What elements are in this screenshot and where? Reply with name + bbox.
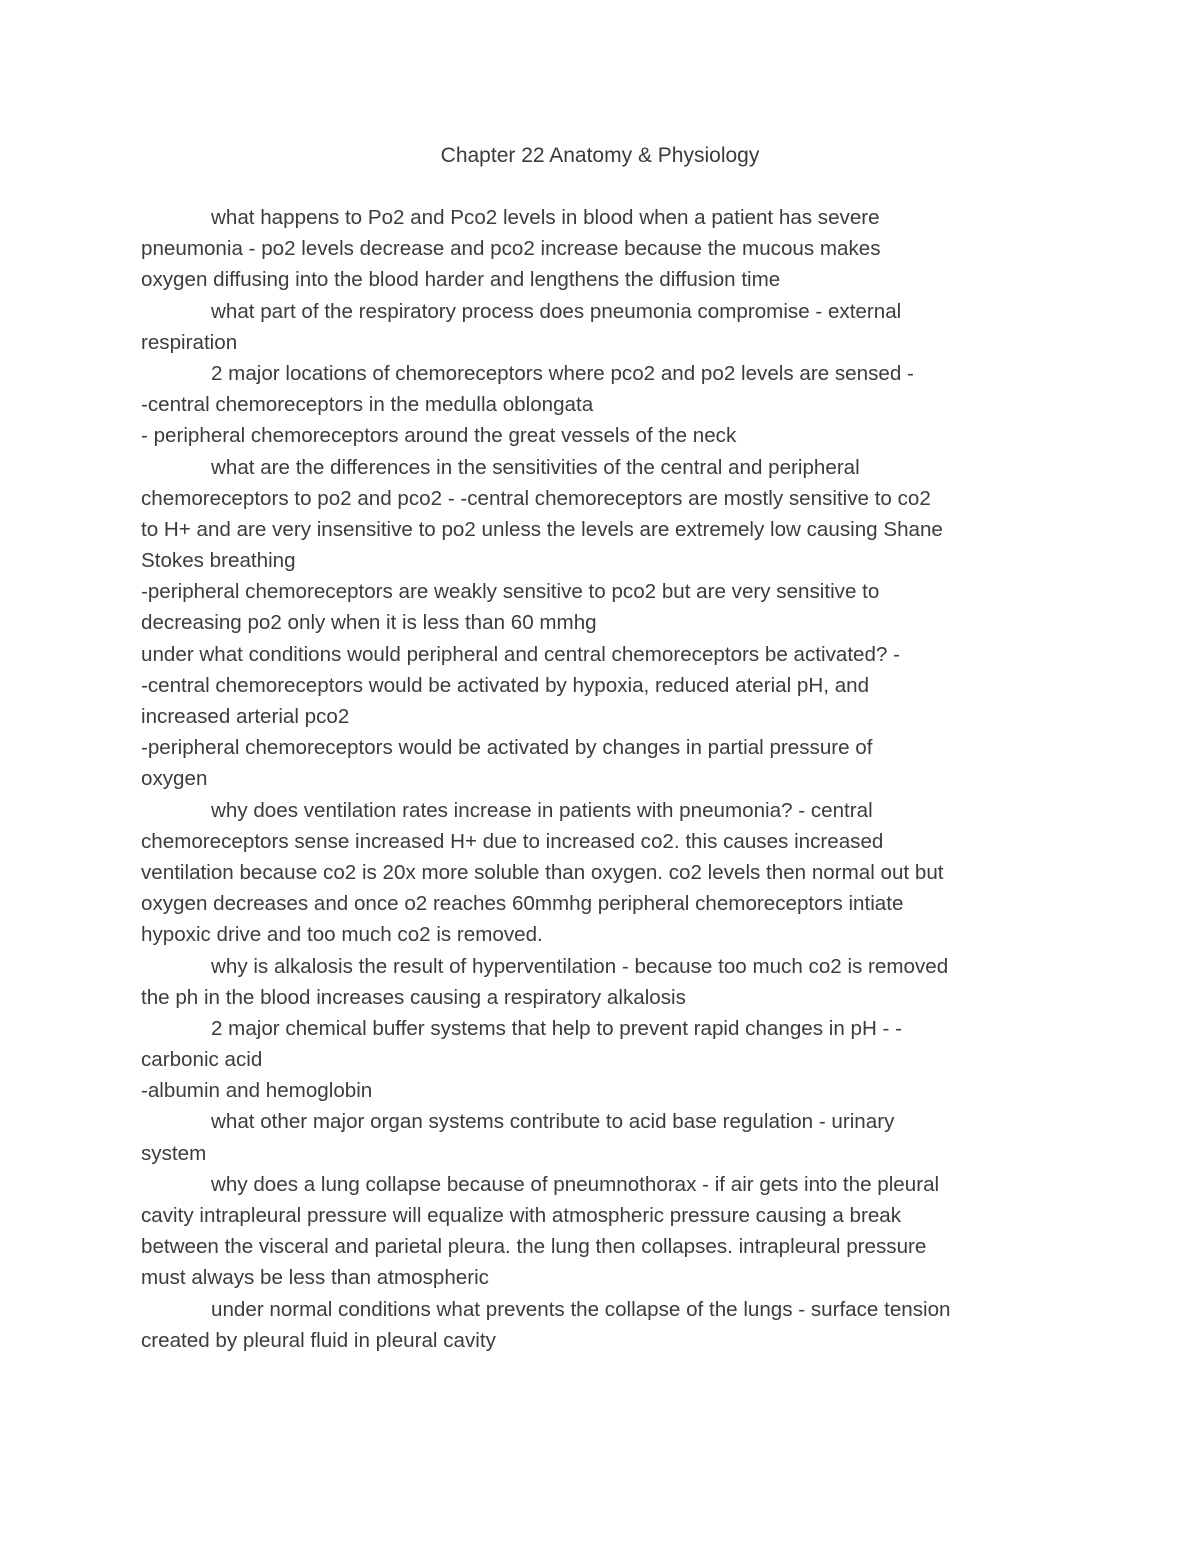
body-line: 2 major locations of chemoreceptors where pco2 and po2 levels are sensed - xyxy=(211,361,914,385)
body-line: created by pleural fluid in pleural cavity xyxy=(141,1328,496,1352)
body-line: Stokes breathing xyxy=(141,549,296,573)
body-line: decreasing po2 only when it is less than 60 mmhg xyxy=(141,611,597,635)
body-line: cavity intrapleural pressure will equalize with atmospheric pressure causing a break xyxy=(141,1204,902,1227)
body-line: -central chemoreceptors would be activated by hypoxia, reduced aterial pH, and xyxy=(141,673,870,697)
body-line: what part of the respiratory process does pneumonia compromise - external xyxy=(211,299,902,323)
body-line: what are the differences in the sensitivities of the central and peripheral xyxy=(211,455,860,479)
body-line: respiration xyxy=(141,330,238,354)
body-line: -central chemoreceptors in the medulla oblongata xyxy=(141,393,594,417)
body-line: why is alkalosis the result of hyperventilation - because too much co2 is removed xyxy=(211,954,949,978)
body-line: 2 major chemical buffer systems that help to prevent rapid changes in pH - - xyxy=(211,1016,902,1040)
body-line: the ph in the blood increases causing a respiratory alkalosis xyxy=(141,985,686,1009)
body-line: what other major organ systems contribute to acid base regulation - urinary xyxy=(211,1110,895,1134)
document-title: Chapter 22 Anatomy & Physiology xyxy=(440,144,760,167)
body-line: increased arterial pco2 xyxy=(141,705,350,728)
body-line: under normal conditions what prevents the collapse of the lungs - surface tension xyxy=(211,1297,951,1321)
body-line: -peripheral chemoreceptors are weakly sensitive to pco2 but are very sensitive to xyxy=(141,580,880,604)
body-line: oxygen decreases and once o2 reaches 60mmhg peripheral chemoreceptors intiate xyxy=(141,892,904,916)
body-line: under what conditions would peripheral and central chemoreceptors be activated? - xyxy=(141,642,900,666)
body-line: chemoreceptors to po2 and pco2 - -central chemoreceptors are mostly sensitive to co2 xyxy=(141,486,931,510)
body-line: why does ventilation rates increase in patients with pneumonia? - central xyxy=(211,798,873,822)
body-line: why does a lung collapse because of pneumnothorax - if air gets into the pleural xyxy=(211,1172,940,1196)
body-line: carbonic acid xyxy=(141,1048,263,1072)
body-line: -albumin and hemoglobin xyxy=(141,1079,373,1103)
body-line: hypoxic drive and too much co2 is removed. xyxy=(141,923,543,947)
body-line: chemoreceptors sense increased H+ due to increased co2. this causes increased xyxy=(141,829,884,853)
body-line: must always be less than atmospheric xyxy=(141,1266,489,1290)
body-line: - peripheral chemoreceptors around the great vessels of the neck xyxy=(141,424,737,448)
body-line: pneumonia - po2 levels decrease and pco2 increase because the mucous makes xyxy=(141,237,881,261)
body-line: ventilation because co2 is 20x more soluble than oxygen. co2 levels then normal out but xyxy=(141,860,944,884)
body-line: oxygen xyxy=(141,767,208,791)
body-line: -peripheral chemoreceptors would be activated by changes in partial pressure of xyxy=(141,736,873,760)
body-line: oxygen diffusing into the blood harder and lengthens the diffusion time xyxy=(141,268,781,292)
body-line: system xyxy=(141,1141,207,1165)
body-line: between the visceral and parietal pleura. the lung then collapses. intrapleural pressure xyxy=(141,1235,927,1259)
document-body xyxy=(141,202,1081,1356)
body-line: what happens to Po2 and Pco2 levels in blood when a patient has severe xyxy=(211,206,880,229)
body-line: to H+ and are very insensitive to po2 unless the levels are extremely low causing Shane xyxy=(141,517,943,541)
